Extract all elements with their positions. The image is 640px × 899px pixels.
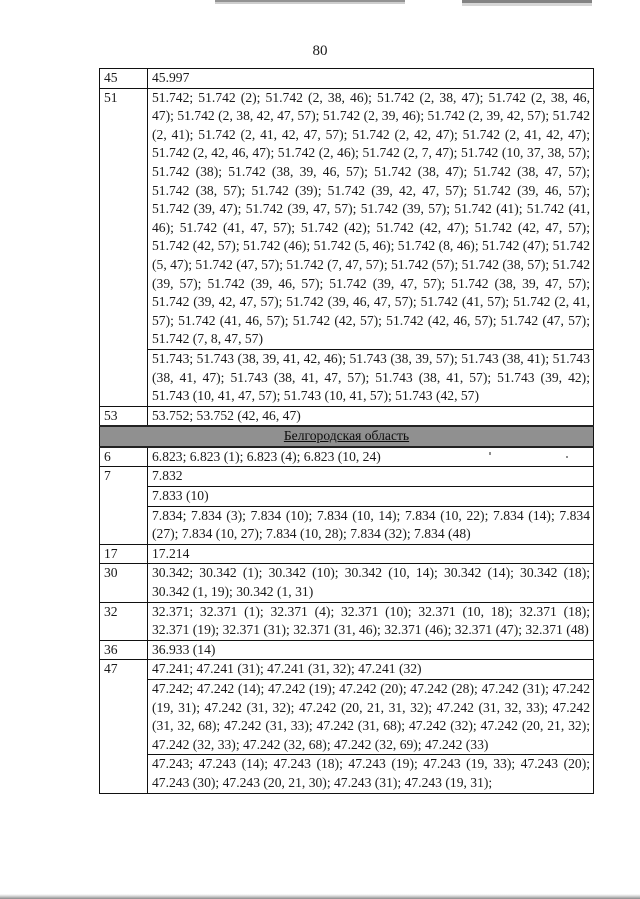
section-number-cell: 51: [100, 88, 148, 406]
table-row: [100, 602, 594, 640]
code-list-cell: 7.834; 7.834 (3); 7.834 (10); 7.834 (10, 14); 7.834 (10, 22); 7.834 (14); 7.834 (27); 7.834 (10, 27); 7.834 (10, 28); 7.834 (32); 7.834 (48): [148, 506, 594, 544]
code-list-cell: 47.241; 47.241 (31); 47.241 (31, 32); 47.241 (32): [148, 660, 594, 680]
scan-speck: [489, 452, 491, 455]
section-number-cell: 47: [100, 660, 148, 793]
table-row: [100, 755, 594, 793]
table-row: [100, 660, 594, 680]
table-row: [100, 88, 594, 349]
region-cell: [100, 426, 594, 447]
table-row: [100, 69, 594, 89]
scan-artifact-bottom: [0, 894, 640, 899]
code-list-cell: 17.214: [148, 544, 594, 564]
section-number-cell: 7: [100, 467, 148, 544]
table-row: [100, 680, 594, 755]
section-number-cell: 36: [100, 640, 148, 660]
table-row: [100, 564, 594, 602]
code-list-cell: 45.997: [148, 69, 594, 89]
codes-table-body: [100, 69, 594, 794]
code-list-cell: 36.933 (14): [148, 640, 594, 660]
table-row: [100, 467, 594, 487]
table-row: [100, 506, 594, 544]
section-number-cell: 53: [100, 406, 148, 426]
table-row: [100, 349, 594, 406]
code-list-cell: 51.743; 51.743 (38, 39, 41, 42, 46); 51.743 (38, 39, 57); 51.743 (38, 41); 51.743 (38, 41, 47); 51.743 (38, 41, 47, 57); 51.743 (38, 41, 57); 51.743 (39, 42); 51.743 (10, 41, 47, 57); 51.743 (10, 41, 57); 51.743 (42, 57): [148, 349, 594, 406]
table-row: [100, 406, 594, 426]
code-list-cell: 47.242; 47.242 (14); 47.242 (19); 47.242 (20); 47.242 (28); 47.242 (31); 47.242 (19, 31); 47.242 (31, 32); 47.242 (20, 21, 31, 32); 47.242 (31, 32, 33); 47.242 (31, 32, 68); 47.242 (31, 33); 47.242 (31, 68); 47.242 (32); 47.242 (20, 21, 32); 47.242 (32, 33); 47.242 (32, 68); 47.242 (32, 69); 47.242 (33): [148, 680, 594, 755]
code-list-cell: 32.371; 32.371 (1); 32.371 (4); 32.371 (10); 32.371 (10, 18); 32.371 (18); 32.371 (19); 32.371 (31); 32.371 (31, 46); 32.371 (46); 32.371 (47); 32.371 (48): [148, 602, 594, 640]
table-row: [100, 544, 594, 564]
region-title: Белгородская область: [283, 428, 410, 444]
code-list-cell: 30.342; 30.342 (1); 30.342 (10); 30.342 (10, 14); 30.342 (14); 30.342 (18); 30.342 (1, 19); 30.342 (1, 31): [148, 564, 594, 602]
code-list-cell: 7.833 (10): [148, 487, 594, 507]
section-number-cell: 30: [100, 564, 148, 602]
code-list-cell: 47.243; 47.243 (14); 47.243 (18); 47.243 (19); 47.243 (19, 33); 47.243 (20); 47.243 (30); 47.243 (20, 21, 30); 47.243 (31); 47.243 (19, 31);: [148, 755, 594, 793]
region-row: [100, 426, 594, 447]
section-number-cell: 17: [100, 544, 148, 564]
code-list-cell: 7.832: [148, 467, 594, 487]
section-number-cell: 45: [100, 69, 148, 89]
page-number: 80: [312, 43, 328, 59]
code-list-cell: 53.752; 53.752 (42, 46, 47): [148, 406, 594, 426]
code-list-cell: 51.742; 51.742 (2); 51.742 (2, 38, 46); 51.742 (2, 38, 47); 51.742 (2, 38, 46, 47); 51.742 (2, 38, 42, 47, 57); 51.742 (2, 39, 46); 51.742 (2, 39, 42, 57); 51.742 (2, 41); 51.742 (2, 41, 42, 47, 57); 51.742 (2, 42, 47); 51.742 (2, 41, 42, 47); 51.742 (2, 42, 46, 47); 51.742 (2, 46); 51.742 (2, 7, 47); 51.742 (10, 37, 38, 57); 51.742 (38); 51.742 (38, 39, 46, 57); 51.742 (38, 47); 51.742 (38, 47, 57); 51.742 (38, 57); 51.742 (39); 51.742 (39, 42, 47, 57); 51.742 (39, 46, 57); 51.742 (39, 47); 51.742 (39, 47, 57); 51.742 (39, 57); 51.742 (41); 51.742 (41, 46); 51.742 (41, 47, 57); 51.742 (42); 51.742 (42, 47); 51.742 (42, 47, 57); 51.742 (42, 57); 51.742 (46); 51.742 (5, 46); 51.742 (8, 46); 51.742 (47); 51.742 (5, 47); 51.742 (47, 57); 51.742 (7, 47, 57); 51.742 (57); 51.742 (38, 57); 51.742 (39, 57); 51.742 (39, 46, 57); 51.742 (39, 47, 57); 51.742 (38, 39, 47, 57); 51.742 (39, 42, 47, 57); 51.742 (39, 46, 47, 57); 51.742 (41, 57); 51.742 (2, 41, 57); 51.742 (41, 46, 57); 51.742 (42, 57); 51.742 (42, 46, 57); 51.742 (47, 57); 51.742 (7, 8, 47, 57): [148, 88, 594, 349]
section-number-cell: 6: [100, 447, 148, 467]
table-row: [100, 640, 594, 660]
scan-artifact-top-left: [215, 0, 405, 8]
section-number-cell: 32: [100, 602, 148, 640]
codes-table: [99, 68, 594, 794]
scan-artifact-top-right: [462, 0, 592, 14]
scan-speck: [566, 456, 568, 458]
code-list-cell: 6.823; 6.823 (1); 6.823 (4); 6.823 (10, 24): [148, 447, 594, 467]
table-row: [100, 487, 594, 507]
table-row: [100, 447, 594, 467]
